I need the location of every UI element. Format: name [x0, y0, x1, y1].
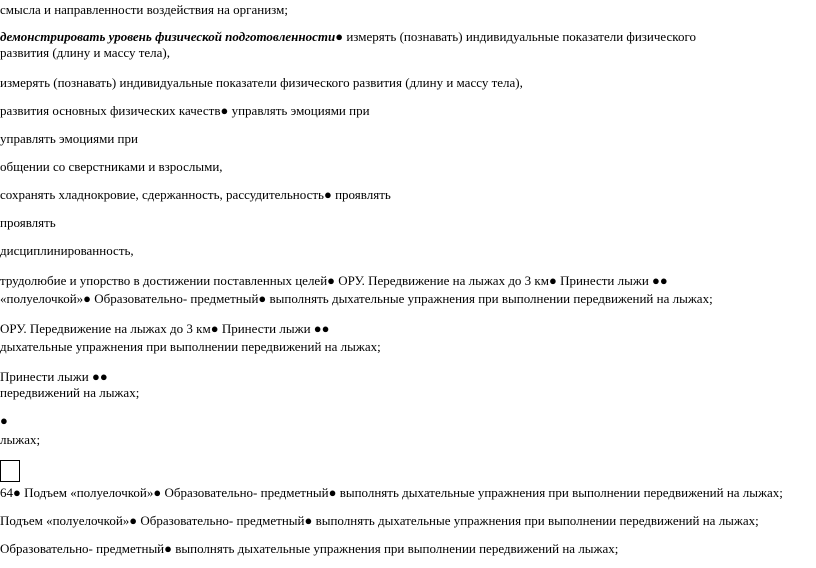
text-line: развития (длину и массу тела),: [0, 45, 170, 60]
text-line: Подъем «полуелочкой»● Образовательно- предметный● выполнять дыхательные упражнения при выполнении передвижений на лыжах;: [0, 513, 759, 528]
text-line: [0, 29, 696, 45]
text-line: развития основных физических качеств● управлять эмоциями при: [0, 103, 370, 118]
text-line: передвижений на лыжах;: [0, 385, 140, 400]
text-line: дыхательные упражнения при выполнении передвижений на лыжах;: [0, 339, 381, 354]
text-line: дисциплинированность,: [0, 243, 134, 258]
text-line: Принести лыжи ●●: [0, 369, 108, 384]
text-line: ОРУ. Передвижение на лыжах до 3 км● Принести лыжи ●●: [0, 321, 330, 336]
text-line: 64● Подъем «полуелочкой»● Образовательно- предметный● выполнять дыхательные упражнения при выполнении передвижений на лыжах;: [0, 485, 783, 500]
text-line: сохранять хладнокровие, сдержанность, рассудительность● проявлять: [0, 187, 391, 202]
text-line: смысла и направленности воздействия на организм;: [0, 2, 288, 17]
text-line: «полуелочкой»● Образовательно- предметный● выполнять дыхательные упражнения при выполнении передвижений на лыжах;: [0, 291, 713, 306]
text-line: лыжах;: [0, 432, 41, 447]
text-line: общении со сверстниками и взрослыми,: [0, 159, 223, 174]
bullet-line: ●: [0, 413, 8, 428]
text-line: проявлять: [0, 215, 56, 230]
text-line: измерять (познавать) индивидуальные показатели физического развития (длину и массу тела),: [0, 75, 523, 90]
text-run: ● измерять (познавать) индивидуальные показатели физического: [335, 29, 696, 44]
bold-phrase: демонстрировать уровень физической подготовленности: [0, 29, 336, 44]
text-line: управлять эмоциями при: [0, 131, 138, 146]
text-line: трудолюбие и упорство в достижении поставленных целей● ОРУ. Передвижение на лыжах до 3 км● Принести лыжи ●●: [0, 273, 668, 288]
empty-table-cell: [0, 460, 20, 482]
text-line: Образовательно- предметный● выполнять дыхательные упражнения при выполнении передвижений на лыжах;: [0, 541, 619, 556]
